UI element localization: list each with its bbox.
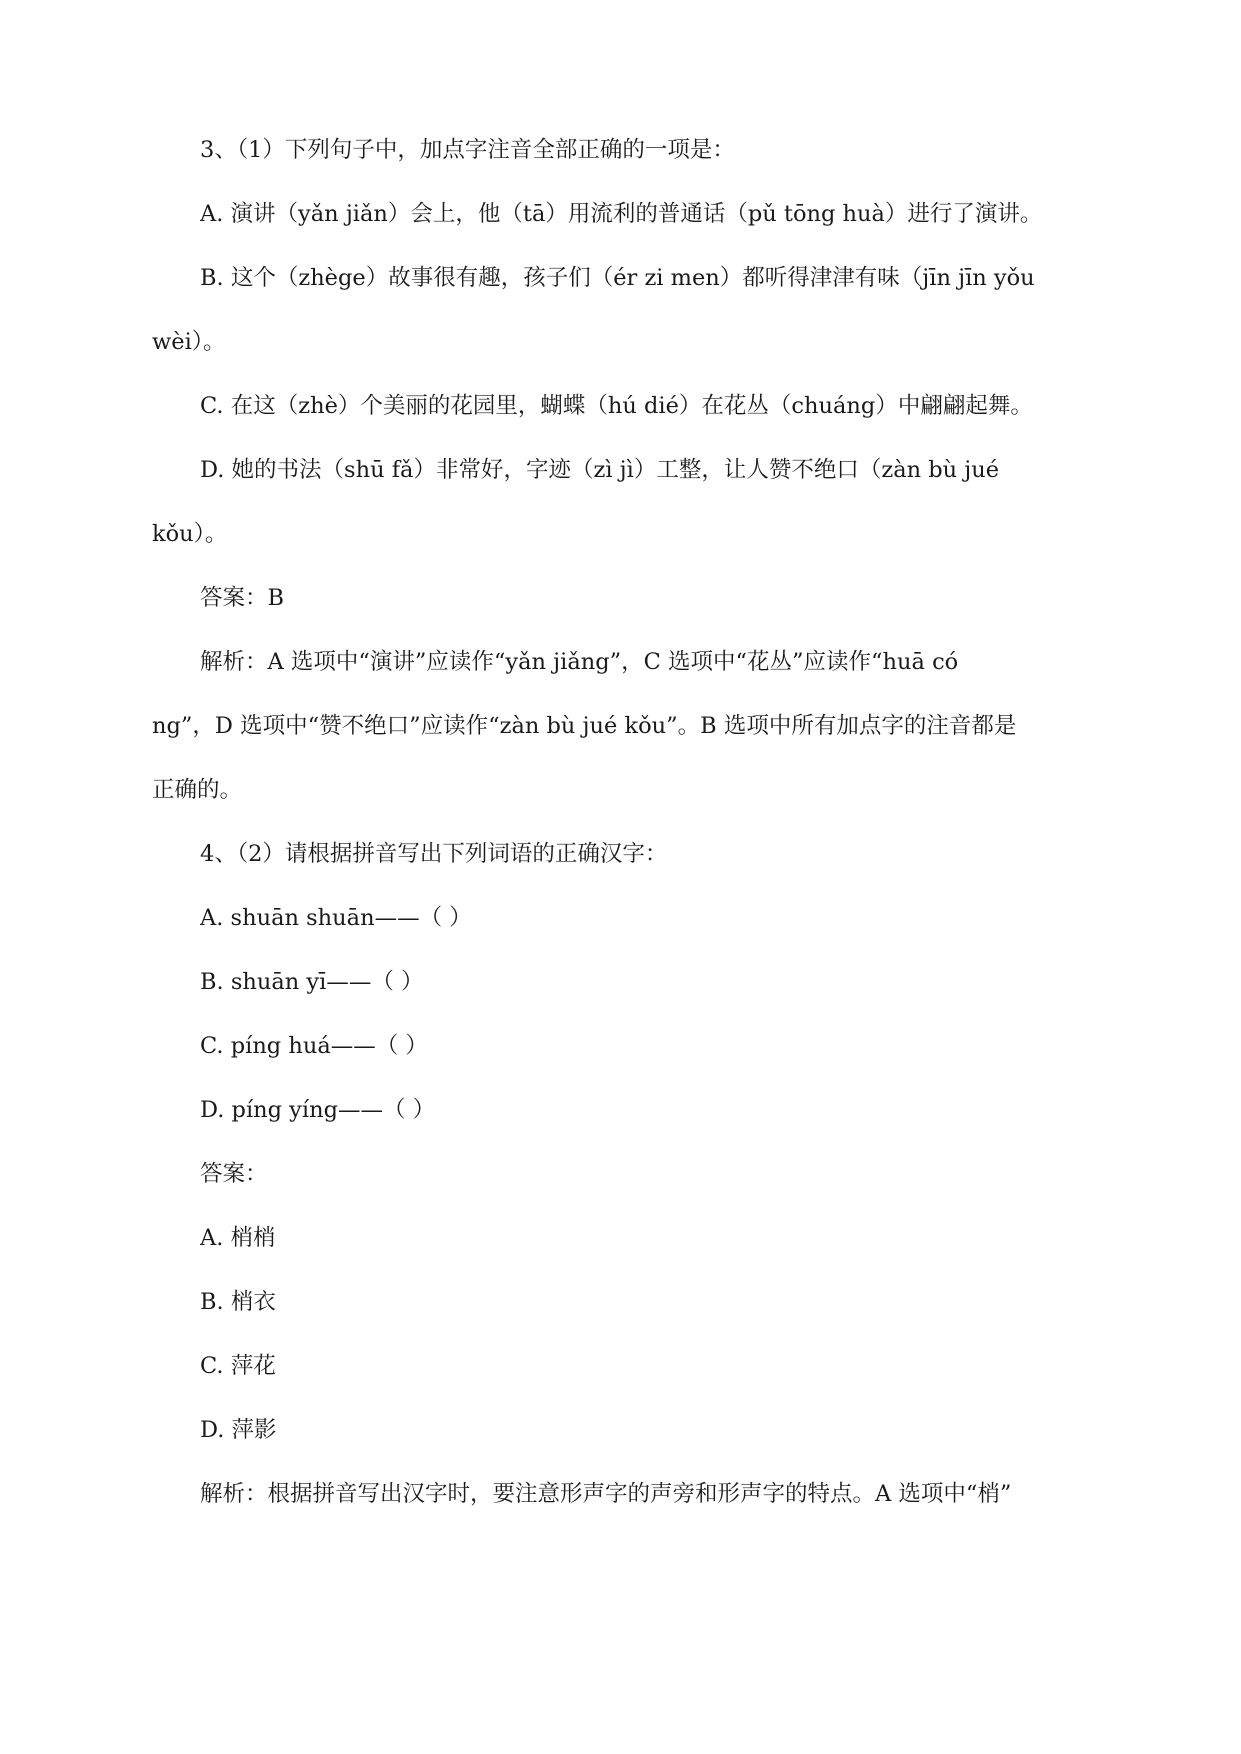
- q3-title: 3、（1）下列句子中，加点字注音全部正确的一项是：: [200, 137, 735, 163]
- q4-analysis: 解析：根据拼音写出汉字时，要注意形声字的声旁和形声字的特点。A 选项中“梢”: [200, 1481, 1012, 1507]
- q3-option-b-cont: wèi）。: [152, 329, 226, 355]
- q4-answer-d: D. 萍影: [200, 1417, 277, 1443]
- q3-option-d-cont: kǒu）。: [152, 521, 228, 547]
- q4-option-c: C. píng huá——（ ）: [200, 1033, 428, 1059]
- q4-answer-c: C. 萍花: [200, 1353, 276, 1379]
- q4-answer-a: A. 梢梢: [200, 1225, 276, 1251]
- q4-option-d: D. píng yíng——（ ）: [200, 1097, 436, 1123]
- q3-option-c: C. 在这（zhè）个美丽的花园里，蝴蝶（hú dié）在花丛（chuáng）中翩翩起舞。: [200, 393, 1033, 419]
- q3-option-a: A. 演讲（yǎn jiǎn）会上，他（tā）用流利的普通话（pǔ tōng huà）进行了演讲。: [200, 201, 1043, 227]
- q4-option-a: A. shuān shuān——（ ）: [200, 905, 472, 931]
- q4-option-b: B. shuān yī——（ ）: [200, 969, 424, 995]
- q3-option-b: B. 这个（zhège）故事很有趣，孩子们（ér zi men）都听得津津有味（jīn jīn yǒu: [200, 265, 1035, 291]
- q3-answer: 答案：B: [200, 585, 285, 611]
- q4-answer-b: B. 梢衣: [200, 1289, 276, 1315]
- q3-analysis-end: 正确的。: [152, 777, 243, 803]
- q3-analysis-cont: ng”，D 选项中“赞不绝口”应读作“zàn bù jué kǒu”。B 选项中所有加点字的注音都是: [152, 713, 1017, 739]
- q4-title: 4、（2）请根据拼音写出下列词语的正确汉字：: [200, 841, 668, 867]
- q3-option-d: D. 她的书法（shū fǎ）非常好，字迹（zì jì）工整，让人赞不绝口（zàn bù jué: [200, 457, 1000, 483]
- q3-analysis: 解析：A 选项中“演讲”应读作“yǎn jiǎng”，C 选项中“花丛”应读作“huā có: [200, 649, 959, 675]
- q4-answer-label: 答案：: [200, 1161, 268, 1187]
